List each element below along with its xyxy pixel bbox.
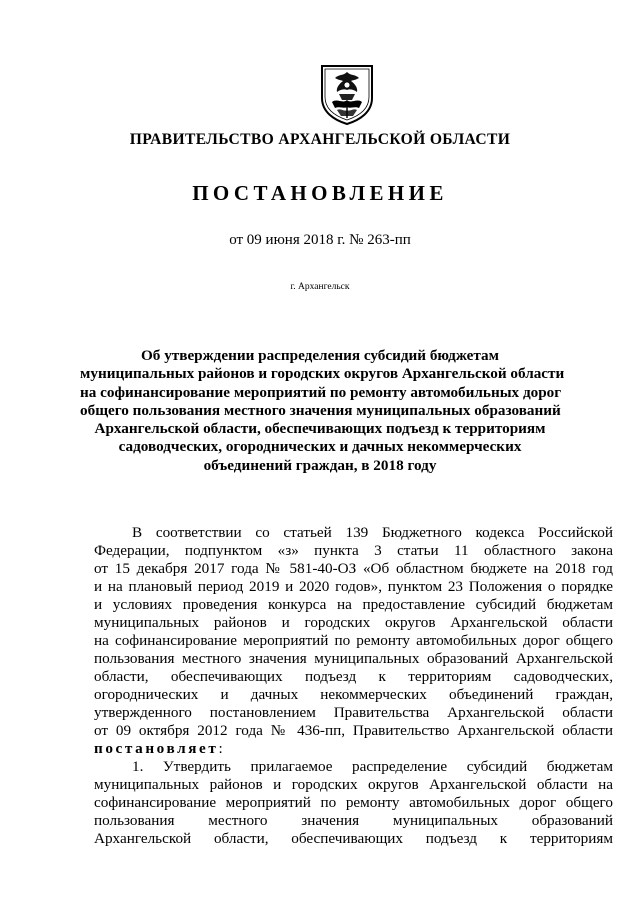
preamble-line: и на плановый период 2019 и 2020 годов», пунктом 23 Положения о порядке (94, 578, 613, 595)
coat-of-arms-icon (319, 64, 375, 126)
preamble-line: пользования местного значения муниципальных образований Архангельской (94, 650, 613, 667)
preamble-line: Федерации, подпунктом «з» пункта 3 статьи 11 областного закона (94, 542, 613, 559)
preamble-line: В соответствии со статьей 139 Бюджетного кодекса Российской (132, 524, 613, 541)
title-line: общего пользования местного значения муниципальных образований (80, 401, 561, 419)
document-city: г. Архангельск (290, 282, 350, 292)
document-type: ПОСТАНОВЛЕНИЕ (192, 181, 448, 205)
document-body (94, 524, 613, 848)
preamble-line: огороднических и дачных некоммерческих объединений граждан, (94, 686, 613, 703)
title-line: объединений граждан, в 2018 году (203, 456, 437, 474)
item-line: Архангельской области, обеспечивающих подъезд к территориям (94, 830, 613, 847)
title-line: муниципальных районов и городских округов Архангельской области (80, 365, 565, 383)
government-name: ПРАВИТЕЛЬСТВО АРХАНГЕЛЬСКОЙ ОБЛАСТИ (129, 131, 511, 148)
resolves-colon: : (218, 740, 223, 757)
preamble-line: от 09 октября 2012 года № 436-пп, Правительство Архангельской области (94, 722, 613, 739)
document-title (80, 347, 565, 475)
preamble-line: и условиях проведения конкурса на предоставление субсидий бюджетам (94, 596, 613, 613)
title-line: Архангельской области, обеспечивающих подъезд к территориям (94, 420, 546, 438)
resolves-line (94, 740, 613, 758)
item-line: софинансирование мероприятий по ремонту автомобильных дорог общего (94, 794, 613, 811)
preamble-line: области, обеспечивающих подъезд к территориям садоводческих, (94, 668, 613, 685)
item-line: 1. Утвердить прилагаемое распределение субсидий бюджетам (132, 758, 613, 775)
preamble-line: утвержденного постановлением Правительства Архангельской области (94, 704, 613, 721)
preamble-line: от 15 декабря 2017 года № 581-40-ОЗ «Об областном бюджете на 2018 год (94, 560, 613, 577)
preamble-line: на софинансирование мероприятий по ремонту автомобильных дорог общего (94, 632, 613, 649)
item-line: муниципальных районов и городских округов Архангельской области на (94, 776, 613, 793)
preamble-line: муниципальных районов и городских округов Архангельской области (94, 614, 613, 631)
document-date-number: от 09 июня 2018 г. № 263-пп (229, 232, 411, 248)
title-line: садоводческих, огороднических и дачных некоммерческих (118, 438, 522, 456)
resolves-word: постановляет (94, 740, 219, 757)
title-line: на софинансирование мероприятий по ремонту автомобильных дорог (80, 383, 562, 401)
item-line: пользования местного значения муниципальных образований (94, 812, 613, 829)
title-line: Об утверждении распределения субсидий бюджетам (140, 347, 499, 364)
